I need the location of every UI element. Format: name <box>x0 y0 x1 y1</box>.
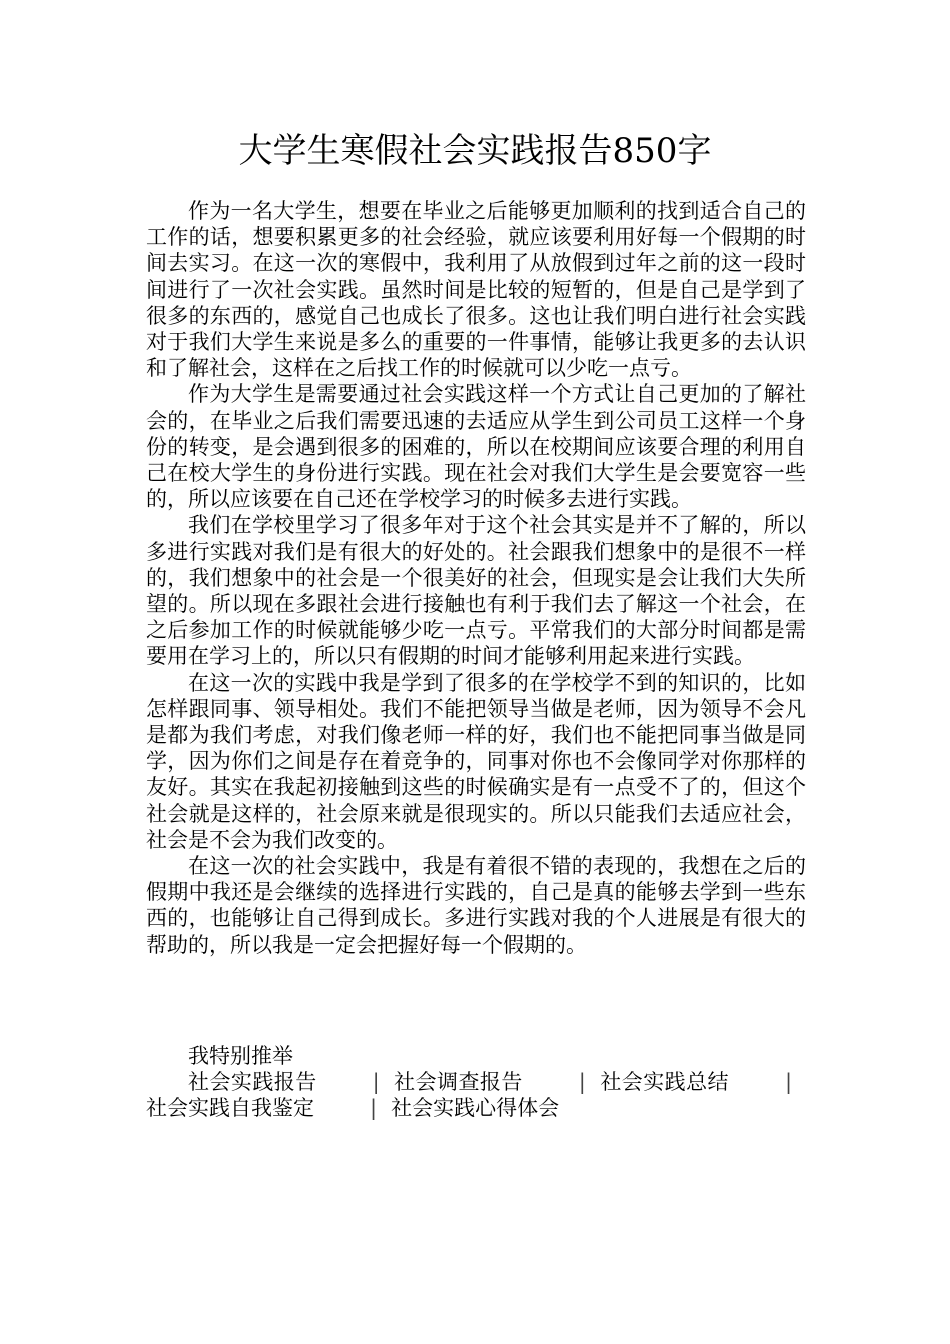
body-paragraph: 作为一名大学生，想要在毕业之后能够更加顺利的找到适合自己的工作的话，想要积累更多的社会经验，就应该要利用好每一个假期的时间去实习。在这一次的寒假中，我利用了从放假到过年之前的这一段时间进行了一次社会实践。虽然时间是比较的短暂的，但是自己是学到了很多的东西的，感觉自己也成长了很多。这也让我们明白进行社会实践对于我们大学生来说是多么的重要的一件事情，能够让我更多的去认识和了解社会，这样在之后找工作的时候就可以少吃一点亏。 <box>146 199 806 381</box>
recommend-link-practice-report[interactable]: 社会实践报告 <box>188 1070 317 1095</box>
link-separator: | <box>578 1070 586 1095</box>
link-separator: | <box>784 1070 793 1095</box>
recommend-heading: 我特别推举 <box>188 1044 293 1068</box>
recommend-links <box>146 1069 806 1121</box>
link-separator: | <box>370 1096 378 1121</box>
document-title: 大学生寒假社会实践报告850字 <box>238 131 712 171</box>
recommend-link-practice-summary[interactable]: 社会实践总结 <box>599 1070 729 1095</box>
recommend-section <box>146 1043 806 1122</box>
body-paragraph: 在这一次的社会实践中，我是有着很不错的表现的，我想在之后的假期中我还是会继续的选择进行实践的，自己是真的能够去学到一些东西的，也能够让自己得到成长。多进行实践对我的个人进展是有很大的帮助的，所以我是一定会把握好每一个假期的。 <box>146 854 806 957</box>
body-paragraph: 作为大学生是需要通过社会实践这样一个方式让自己更加的了解社会的，在毕业之后我们需要迅速的去适应从学生到公司员工这样一个身份的转变，是会遇到很多的困难的，所以在校期间应该要合理的利用自己在校大学生的身份进行实践。现在社会对我们大学生是会要宽容一些的，所以应该要在自己还在学校学习的时候多去进行实践。 <box>146 382 806 512</box>
body-paragraph: 在这一次的实践中我是学到了很多的在学校学不到的知识的，比如怎样跟同事、领导相处。我们不能把领导当做是老师，因为领导不会凡是都为我们考虑，对我们像老师一样的好，我们也不能把同事当做是同学，因为你们之间是存在着竞争的，同事对你也不会像同学对你那样的友好。其实在我起初接触到这些的时候确实是有一点受不了的，但这个社会就是这样的，社会原来就是很现实的。所以只能我们去适应社会，社会是不会为我们改变的。 <box>146 670 806 852</box>
link-separator: | <box>372 1070 380 1095</box>
recommend-link-self-appraisal[interactable]: 社会实践自我鉴定 <box>146 1096 314 1121</box>
document-body <box>146 198 806 958</box>
body-paragraph: 我们在学校里学习了很多年对于这个社会其实是并不了解的，所以多进行实践对我们是有很大的好处的。社会跟我们想象中的是很不一样的，我们想象中的社会是一个很美好的社会，但现实是会让我们大失所望的。所以现在多跟社会进行接触也有利于我们去了解这一个社会，在之后参加工作的时候就能够少吃一点亏。平常我们的大部分时间都是需要用在学习上的，所以只有假期的时间才能够利用起来进行实践。 <box>146 513 806 669</box>
recommend-link-survey-report[interactable]: 社会调查报告 <box>393 1070 523 1095</box>
recommend-link-reflections[interactable]: 社会实践心得体会 <box>391 1096 560 1121</box>
